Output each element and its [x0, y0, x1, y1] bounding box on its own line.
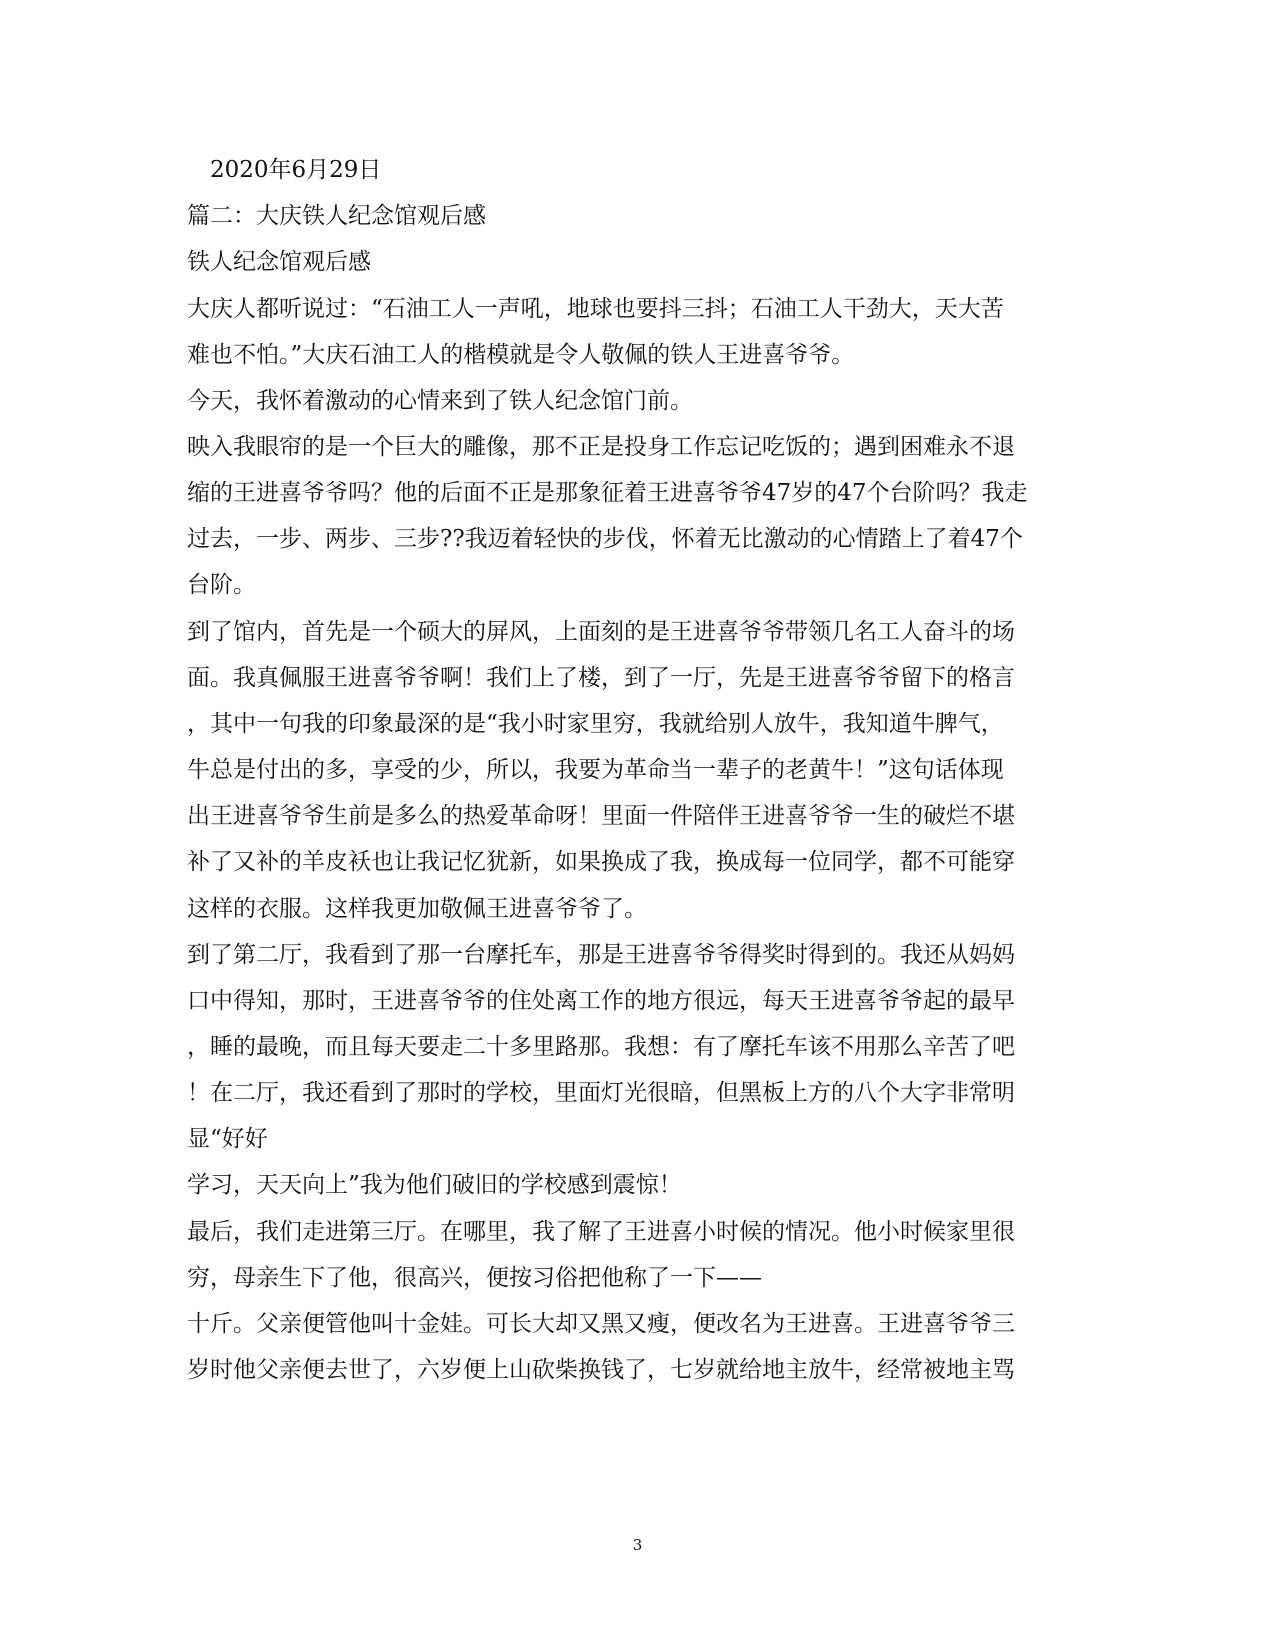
- text-line: 十斤。父亲便管他叫十金娃。可长大却又黑又瘦，便改名为王进喜。王进喜爷爷三: [187, 1311, 1015, 1337]
- text-line: 穷，母亲生下了他，很高兴，便按习俗把他称了一下——: [187, 1265, 762, 1291]
- text-line: 岁时他父亲便去世了，六岁便上山砍柴换钱了，七岁就给地主放牛，经常被地主骂: [187, 1357, 1015, 1383]
- text-line: 缩的王进喜爷爷吗？他的后面不正是那象征着王进喜爷爷47岁的47个台阶吗？我走: [187, 480, 1028, 506]
- text-line: ，其中一句我的印象最深的是“我小时家里穷，我就给别人放牛，我知道牛脾气，: [187, 711, 1004, 737]
- text-line: 到了馆内，首先是一个硕大的屏风，上面刻的是王进喜爷爷带领几名工人奋斗的场: [187, 619, 1015, 645]
- section-heading: 篇二：大庆铁人纪念馆观后感: [187, 203, 486, 229]
- text-line: 出王进喜爷爷生前是多么的热爱革命呀！里面一件陪伴王进喜爷爷一生的破烂不堪: [187, 803, 1015, 829]
- text-line: 最后，我们走进第三厅。在哪里，我了解了王进喜小时候的情况。他小时候家里很: [187, 1219, 1015, 1245]
- text-line: 映入我眼帘的是一个巨大的雕像，那不正是投身工作忘记吃饭的；遇到困难永不退: [187, 434, 1015, 460]
- essay-title: 铁人纪念馆观后感: [187, 249, 371, 275]
- date-line: 2020年6月29日: [210, 157, 382, 183]
- text-line: 过去，一步、两步、三步??我迈着轻快的步伐，怀着无比激动的心情踏上了着47个: [187, 526, 1023, 552]
- text-line: 到了第二厅，我看到了那一台摩托车，那是王进喜爷爷得奖时得到的。我还从妈妈: [187, 942, 1015, 968]
- text-line: 大庆人都听说过：“石油工人一声吼，地球也要抖三抖；石油工人干劲大，天大苦: [187, 296, 1004, 322]
- text-line: ！在二厅，我还看到了那时的学校，里面灯光很暗，但黑板上方的八个大字非常明: [187, 1080, 1015, 1106]
- text-line: 补了又补的羊皮袄也让我记忆犹新，如果换成了我，换成每一位同学，都不可能穿: [187, 849, 1015, 875]
- text-line: 难也不怕。”大庆石油工人的楷模就是令人敬佩的铁人王进喜爷爷。: [187, 342, 855, 368]
- text-line: 显“好好: [187, 1126, 268, 1152]
- text-line: 牛总是付出的多，享受的少，所以，我要为革命当一辈子的老黄牛！”这句话体现: [187, 757, 1004, 783]
- page-number: 3: [632, 1536, 643, 1554]
- text-line: 今天，我怀着激动的心情来到了铁人纪念馆门前。: [187, 388, 693, 414]
- text-line: 台阶。: [187, 572, 256, 598]
- text-line: 学习，天天向上”我为他们破旧的学校感到震惊！: [187, 1172, 682, 1198]
- text-line: 这样的衣服。这样我更加敬佩王进喜爷爷了。: [187, 896, 647, 922]
- text-line: ，睡的最晚，而且每天要走二十多里路那。我想：有了摩托车该不用那么辛苦了吧: [187, 1034, 1015, 1060]
- text-line: 面。我真佩服王进喜爷爷啊！我们上了楼，到了一厅，先是王进喜爷爷留下的格言: [187, 665, 1015, 691]
- text-line: 口中得知，那时，王进喜爷爷的住处离工作的地方很远，每天王进喜爷爷起的最早: [187, 988, 1015, 1014]
